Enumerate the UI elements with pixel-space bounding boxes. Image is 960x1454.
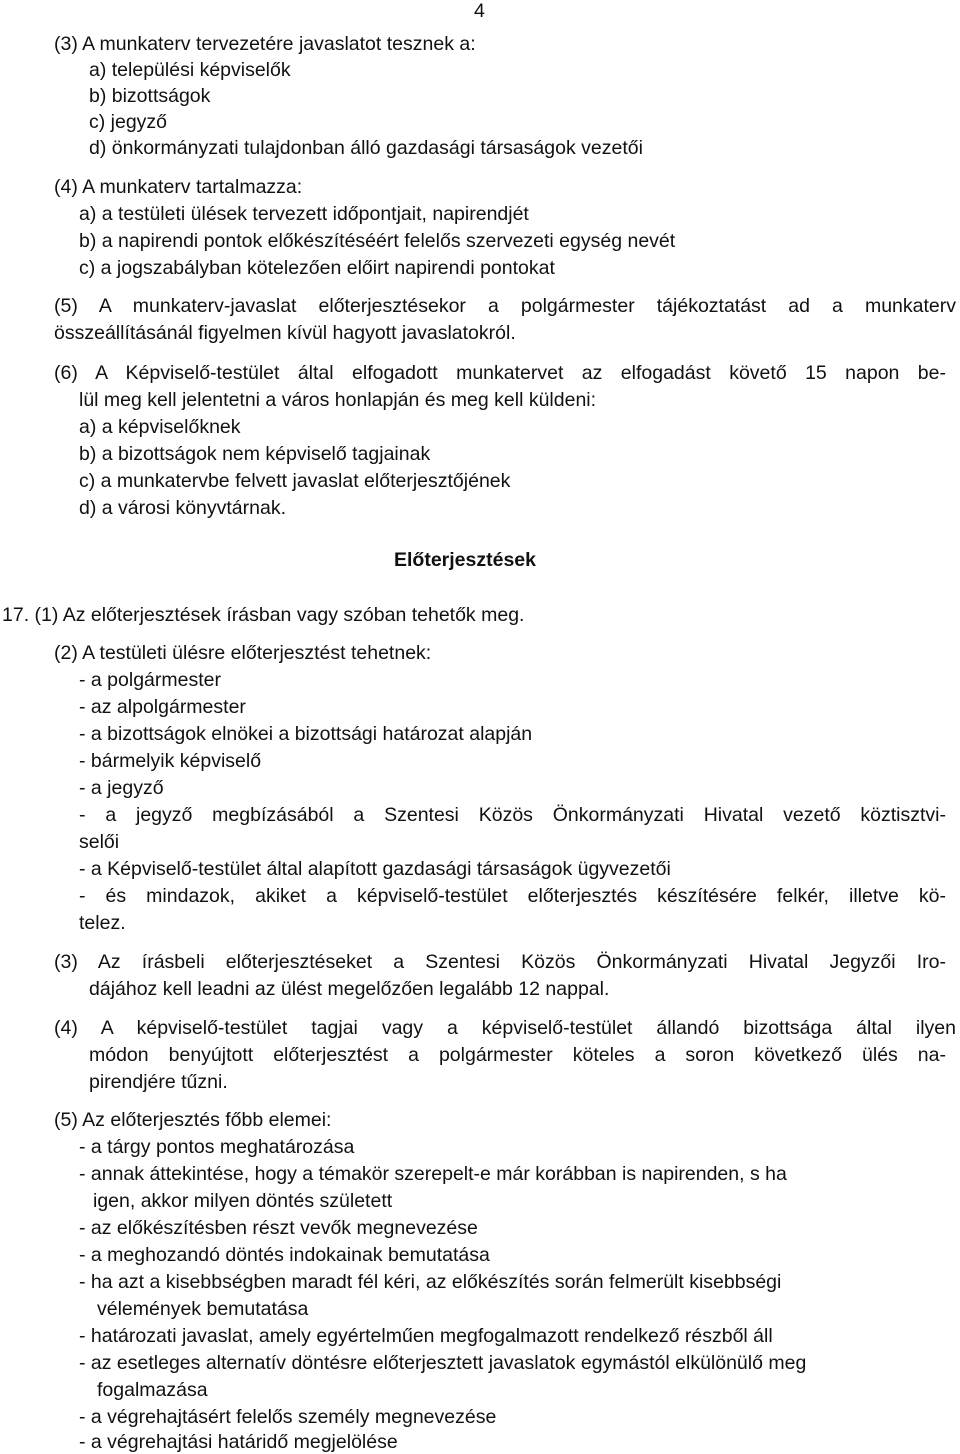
section-4-title: (4) A munkaterv tartalmazza: (54, 176, 303, 198)
list-item: - a végrehajtási határidő megjelölése (79, 1431, 398, 1453)
paragraph-17-4: módon benyújtott előterjesztést a polgármester köteles a soron következő ülés na- (89, 1044, 946, 1066)
list-item: b) a bizottságok nem képviselő tagjainak (79, 443, 431, 465)
page-number: 4 (474, 0, 485, 22)
list-item: - a Képviselő-testület által alapított gazdasági társaságok ügyvezetői (79, 858, 671, 880)
list-item: - a meghozandó döntés indokainak bemutatása (79, 1244, 490, 1266)
list-item: - az esetleges alternatív döntésre előterjesztett javaslatok egymástól elkülönülő meg (79, 1352, 807, 1374)
section-6-line: (6) A Képviselő-testület által elfogadott munkatervet az elfogadást követő 15 napon be- (54, 362, 946, 384)
list-item: - és mindazok, akiket a képviselő-testület előterjesztés készítésére felkér, illetve kö- (79, 885, 946, 907)
paragraph-17-3: (3) Az írásbeli előterjesztéseket a Szentesi Közös Önkormányzati Hivatal Jegyzői Iro- (54, 951, 946, 973)
section-6-line: lül meg kell jelentetni a város honlapján és meg kell küldeni: (79, 389, 597, 411)
paragraph-17-4: pirendjére tűzni. (89, 1071, 228, 1093)
list-item: - határozati javaslat, amely egyértelműen megfogalmazott rendelkező részből áll (79, 1325, 773, 1347)
list-item: - a polgármester (79, 669, 221, 691)
list-item: b) a napirendi pontok előkészítéséért felelős szervezeti egység nevét (79, 230, 676, 252)
list-item: d) a városi könyvtárnak. (79, 497, 287, 519)
list-item: - az alpolgármester (79, 696, 246, 718)
list-item: - a bizottságok elnökei a bizottsági határozat alapján (79, 723, 533, 745)
list-item: a) települési képviselők (89, 59, 291, 81)
list-item: - a tárgy pontos meghatározása (79, 1136, 355, 1158)
list-item: a) a testületi ülések tervezett időpontjait, napirendjét (79, 203, 529, 225)
section-5-line: (5) A munkaterv-javaslat előterjesztésekor a polgármester tájékoztatást ad a munkaterv (54, 295, 956, 317)
list-item: - a jegyző megbízásából a Szentesi Közös Önkormányzati Hivatal vezető köztisztvi- (79, 804, 946, 826)
section-heading: Előterjesztések (394, 549, 536, 571)
paragraph-17-3: dájához kell leadni az ülést megelőzően legalább 12 nappal. (89, 978, 610, 1000)
list-item: a) a képviselőknek (79, 416, 241, 438)
list-item: - a végrehajtásért felelős személy megnevezése (79, 1406, 497, 1428)
paragraph-17-5-title: (5) Az előterjesztés főbb elemei: (54, 1109, 332, 1131)
list-item: - az előkészítésben részt vevők megnevezése (79, 1217, 478, 1239)
list-item: c) a jogszabályban kötelezően előirt napirendi pontokat (79, 257, 555, 279)
paragraph-17-1: 17. (1) Az előterjesztések írásban vagy szóban tehetők meg. (2, 604, 525, 626)
paragraph-17-4: (4) A képviselő-testület tagjai vagy a képviselő-testület állandó bizottsága által ilyen (54, 1017, 956, 1039)
list-item-continuation: igen, akkor milyen döntés született (93, 1190, 393, 1212)
list-item: b) bizottságok (89, 85, 211, 107)
list-item: - annak áttekintése, hogy a témakör szerepelt-e már korábban is napirenden, s ha (79, 1163, 787, 1185)
list-item-continuation: fogalmazása (97, 1379, 208, 1401)
list-item: d) önkormányzati tulajdonban álló gazdasági társaságok vezetői (89, 137, 643, 159)
list-item-continuation: vélemények bemutatása (97, 1298, 309, 1320)
list-item: - bármelyik képviselő (79, 750, 262, 772)
list-item: - ha azt a kisebbségben maradt fél kéri, az előkészítés során felmerült kisebbségi (79, 1271, 782, 1293)
section-5-line: összeállításánál figyelmen kívül hagyott javaslatokról. (54, 322, 516, 344)
list-item: c) a munkatervbe felvett javaslat előterjesztőjének (79, 470, 511, 492)
section-3-title: (3) A munkaterv tervezetére javaslatot tesznek a: (54, 33, 476, 55)
list-item: c) jegyző (89, 111, 168, 133)
list-item: - a jegyző (79, 777, 164, 799)
paragraph-17-2-title: (2) A testületi ülésre előterjesztést tehetnek: (54, 642, 432, 664)
list-item-continuation: telez. (79, 912, 126, 934)
list-item-continuation: selői (79, 831, 120, 853)
